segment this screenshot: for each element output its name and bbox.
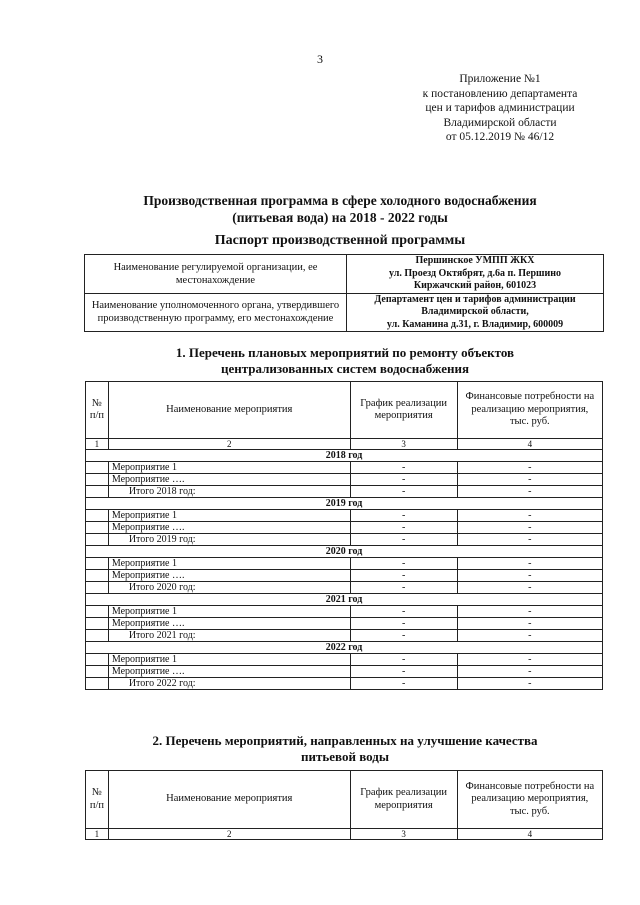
passport-row [85,293,604,332]
schedule-cell: - [350,522,457,534]
finance-cell: - [457,618,602,630]
finance-cell: - [457,666,602,678]
measure-name-cell: Мероприятие 1 [108,606,350,618]
section1-heading-line-2: централизованных систем водоснабжения [220,361,470,376]
passport-value-line: Владимирской области, [421,306,529,317]
row-number-cell [86,462,109,474]
row-number-cell [86,666,109,678]
appendix-line: цен и тарифов администрации [425,102,575,114]
column-number: 3 [350,829,457,840]
row-number-cell [86,630,109,642]
row-number-cell [86,474,109,486]
column-number-row [86,829,603,840]
passport-row [85,255,604,294]
schedule-cell: - [350,462,457,474]
schedule-cell: - [350,486,457,498]
schedule-cell: - [350,666,457,678]
year-label: 2019 год [86,498,603,510]
finance-cell: - [457,606,602,618]
column-header: График реализации мероприятия [350,771,457,829]
row-number-cell [86,618,109,630]
title-line-2: (питьевая вода) на 2018 - 2022 годы [232,210,448,225]
section1-heading-line-1: 1. Перечень плановых мероприятий по ремонту объектов [175,345,515,360]
schedule-cell: - [350,474,457,486]
section2-heading-line-1: 2. Перечень мероприятий, направленных на улучшение качества [152,733,538,748]
row-number-cell [86,678,109,690]
row-number-cell [86,558,109,570]
appendix-line: от 05.12.2019 № 46/12 [445,131,555,143]
column-header: № п/п [86,771,109,829]
measure-name-cell: Итого 2018 год: [108,486,350,498]
column-number: 3 [350,439,457,450]
table-row [86,630,603,642]
appendix-note [400,72,600,145]
finance-cell: - [457,570,602,582]
measure-name-cell: Мероприятие …. [108,522,350,534]
passport-table [84,254,604,332]
measure-name-cell: Мероприятие …. [108,618,350,630]
section2-heading-line-2: питьевой воды [301,749,389,764]
appendix-line: Приложение №1 [459,73,541,85]
passport-value-line: ул. Каманина д.31, г. Владимир, 600009 [386,318,564,330]
row-number-cell [86,582,109,594]
measure-name-cell: Мероприятие …. [108,666,350,678]
table-row [86,666,603,678]
measure-name-cell: Мероприятие 1 [108,558,350,570]
row-number-cell [86,486,109,498]
column-header: Финансовые потребности на реализацию мероприятия, тыс. руб. [457,382,602,439]
finance-cell: - [457,462,602,474]
column-number: 4 [457,829,602,840]
measure-name-cell: Итого 2021 год: [108,630,350,642]
passport-label: Наименование регулируемой организации, ее местонахождение [85,255,347,294]
finance-cell: - [457,510,602,522]
year-label: 2020 год [86,546,603,558]
column-header: Наименование мероприятия [108,771,350,829]
year-row [86,642,603,654]
schedule-cell: - [350,606,457,618]
measure-name-cell: Мероприятие 1 [108,654,350,666]
finance-cell: - [457,582,602,594]
column-header: № п/п [86,382,109,439]
schedule-cell: - [350,618,457,630]
column-number: 2 [108,439,350,450]
table-row [86,618,603,630]
row-number-cell [86,510,109,522]
finance-cell: - [457,486,602,498]
schedule-cell: - [350,654,457,666]
section2-heading [60,733,630,765]
column-number: 1 [86,829,109,840]
table-row [86,606,603,618]
passport-heading: Паспорт производственной программы [214,233,466,248]
table-row [86,462,603,474]
column-header: График реализации мероприятия [350,382,457,439]
finance-cell: - [457,630,602,642]
schedule-cell: - [350,558,457,570]
row-number-cell [86,570,109,582]
row-number-cell [86,522,109,534]
measure-name-cell: Мероприятие 1 [108,462,350,474]
finance-cell: - [457,474,602,486]
finance-cell: - [457,534,602,546]
column-header: Наименование мероприятия [108,382,350,439]
year-row [86,546,603,558]
year-label: 2021 год [86,594,603,606]
passport-value-line: Департамент цен и тарифов администрации [374,293,576,305]
measure-name-cell: Мероприятие …. [108,474,350,486]
table-row [86,654,603,666]
schedule-cell: - [350,582,457,594]
schedule-cell: - [350,510,457,522]
table-header-row [86,771,603,829]
table-header-row [86,382,603,439]
schedule-cell: - [350,678,457,690]
column-number: 4 [457,439,602,450]
row-number-cell [86,534,109,546]
passport-value-line: ул. Проезд Октябрят, д.6а п. Першино [389,267,561,279]
finance-cell: - [457,654,602,666]
page-number: 3 [317,52,323,66]
row-number-cell [86,606,109,618]
section1-heading [60,345,630,377]
column-number: 2 [108,829,350,840]
table-row [86,678,603,690]
water-quality-table [85,770,603,840]
finance-cell: - [457,678,602,690]
column-header: Финансовые потребности на реализацию мероприятия, тыс. руб. [457,771,602,829]
measure-name-cell: Итого 2020 год: [108,582,350,594]
finance-cell: - [457,558,602,570]
schedule-cell: - [350,570,457,582]
table-row [86,522,603,534]
year-row [86,450,603,462]
year-row [86,594,603,606]
row-number-cell [86,654,109,666]
table-row [86,558,603,570]
column-number: 1 [86,439,109,450]
year-label: 2018 год [86,450,603,462]
schedule-cell: - [350,630,457,642]
passport-value [347,255,604,294]
passport-value [347,293,604,332]
year-label: 2022 год [86,642,603,654]
measure-name-cell: Итого 2022 год: [108,678,350,690]
table-row [86,582,603,594]
measure-name-cell: Итого 2019 год: [108,534,350,546]
year-row [86,498,603,510]
passport-value-line: Киржачский район, 601023 [413,280,537,291]
table-row [86,570,603,582]
schedule-cell: - [350,534,457,546]
appendix-line: к постановлению департамента [422,87,578,100]
finance-cell: - [457,522,602,534]
table-row [86,486,603,498]
document-title [60,192,620,226]
column-number-row [86,439,603,450]
measure-name-cell: Мероприятие …. [108,570,350,582]
table-row [86,534,603,546]
table-row [86,510,603,522]
appendix-line: Владимирской области [443,116,557,129]
measure-name-cell: Мероприятие 1 [108,510,350,522]
title-line-1: Производственная программа в сфере холодного водоснабжения [143,193,537,208]
repair-measures-table [85,381,603,690]
passport-label: Наименование уполномоченного органа, утвердившего производственную программу, его местонахождение [85,293,347,332]
passport-value-line: Першинское УМПП ЖКХ [415,255,535,266]
table-row [86,474,603,486]
